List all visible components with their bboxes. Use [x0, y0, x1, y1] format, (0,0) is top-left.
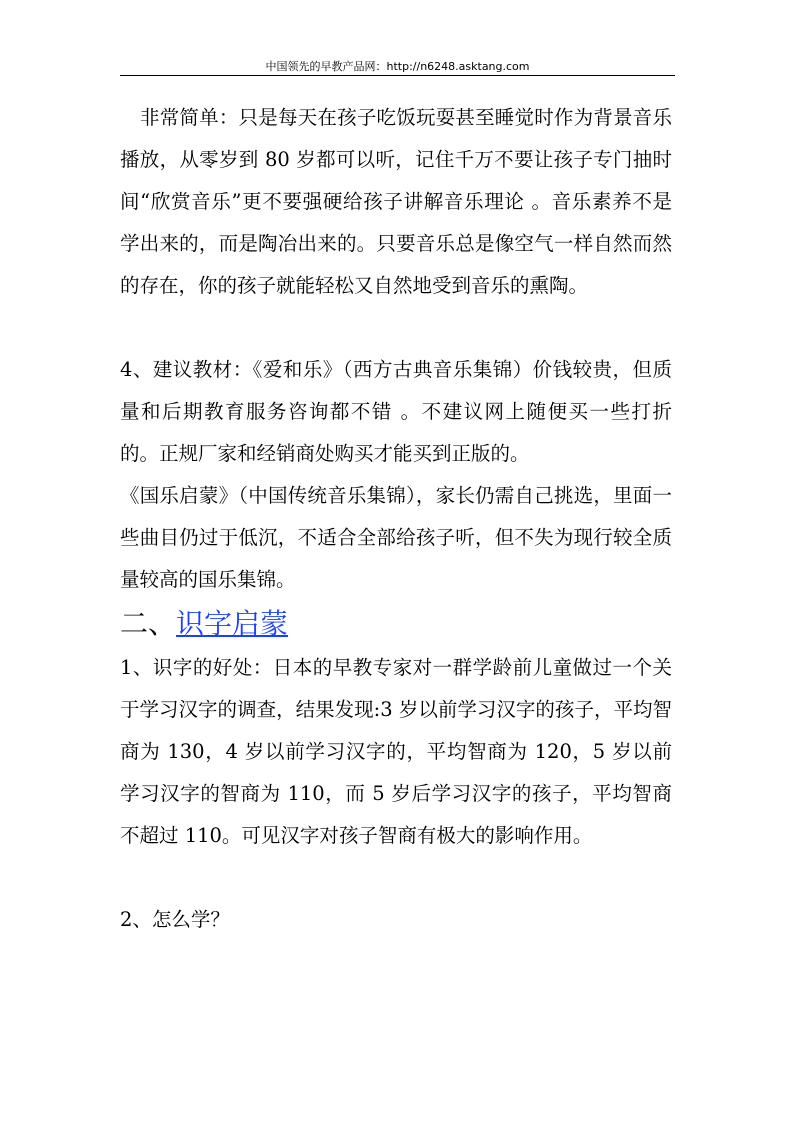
paragraph-recommended-material: 4、建议教材：《爱和乐》（西方古典音乐集锦）价钱较贵，但质量和后期教育服务咨询都不错 。不建议网上随便买一些打折的。正规厂家和经销商处购买才能买到正版的。	[120, 358, 672, 465]
paragraph-music-usage: 非常简单：只是每天在孩子吃饭玩耍甚至睡觉时作为背景音乐播放，从零岁到 80 岁都可以听，记住千万不要让孩子专门抽时间“欣赏音乐”更不要强硬给孩子讲解音乐理论 。音乐素养不是学出来的，而是陶冶出来的。只要音乐总是像空气一样自然而然的存在，你的孩子就能轻松又自然地受到音乐的熏陶。	[120, 106, 672, 297]
section-number: 二、	[120, 607, 177, 640]
section-heading-literacy	[120, 601, 672, 647]
blank-line	[120, 307, 672, 349]
blank-line	[120, 857, 672, 899]
header-divider	[120, 75, 675, 76]
page-header: 中国领先的早教产品网：http://n6248.asktang.com	[265, 60, 530, 73]
paragraph-how-to-learn: 2、怎么学？	[120, 908, 230, 931]
paragraph-literacy-benefits: 1、识字的好处：日本的早教专家对一群学龄前儿童做过一个关于学习汉字的调查，结果发现:3 岁以前学习汉字的孩子，平均智商为 130，4 岁以前学习汉字的，平均智商为 120，5 岁以前学习汉字的智商为 110，而 5 岁后学习汉字的孩子，平均智商不超过 110。可见汉字对孩子智商有极大的影响作用。	[120, 656, 672, 847]
paragraph-guoyue-qimeng: 《国乐启蒙》（中国传统音乐集锦），家长仍需自己挑选，里面一些曲目仍过于低沉，不适合全部给孩子听，但不失为现行较全质量较高的国乐集锦。	[120, 484, 672, 591]
document-body	[120, 97, 672, 941]
literacy-link[interactable]: 识字启蒙	[176, 607, 289, 640]
